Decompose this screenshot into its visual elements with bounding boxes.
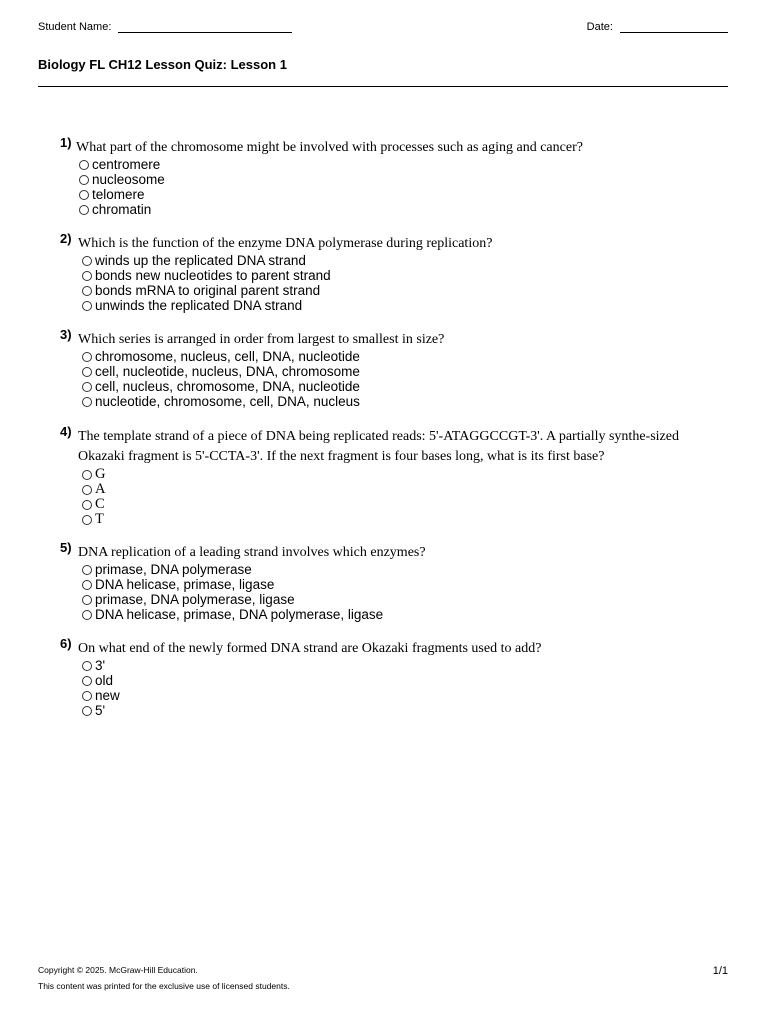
question-6 xyxy=(60,636,728,718)
question-number: 5) xyxy=(60,540,72,555)
option-label: cell, nucleus, chromosome, DNA, nucleotide xyxy=(95,379,360,394)
answer-option[interactable] xyxy=(79,157,728,172)
answer-option[interactable] xyxy=(82,497,728,512)
answer-option[interactable] xyxy=(79,202,728,217)
page-number: 1/1 xyxy=(712,965,728,977)
question-4 xyxy=(60,424,728,527)
radio-button-icon[interactable] xyxy=(82,286,92,296)
answer-option[interactable] xyxy=(82,268,728,283)
option-label: unwinds the replicated DNA strand xyxy=(95,298,303,313)
radio-button-icon[interactable] xyxy=(79,175,89,185)
radio-button-icon[interactable] xyxy=(82,610,92,620)
radio-button-icon[interactable] xyxy=(79,205,89,215)
answer-option[interactable] xyxy=(82,283,728,298)
options-list xyxy=(82,658,728,718)
answer-option[interactable] xyxy=(82,658,728,673)
question-2 xyxy=(60,231,728,313)
answer-option[interactable] xyxy=(82,482,728,497)
option-label: cell, nucleotide, nucleus, DNA, chromosome xyxy=(95,364,360,379)
option-label: C xyxy=(95,496,105,512)
radio-button-icon[interactable] xyxy=(82,470,92,480)
radio-button-icon[interactable] xyxy=(82,271,92,281)
date-label: Date: xyxy=(586,21,613,33)
answer-option[interactable] xyxy=(82,703,728,718)
header-divider xyxy=(38,86,728,87)
option-label: chromatin xyxy=(92,202,152,217)
answer-option[interactable] xyxy=(79,172,728,187)
option-label: winds up the replicated DNA strand xyxy=(95,253,306,268)
question-text: DNA replication of a leading strand involves which enzymes? xyxy=(78,545,426,560)
radio-button-icon[interactable] xyxy=(82,256,92,266)
radio-button-icon[interactable] xyxy=(82,367,92,377)
question-5 xyxy=(60,540,728,622)
answer-option[interactable] xyxy=(82,379,728,394)
radio-button-icon[interactable] xyxy=(79,160,89,170)
option-label: bonds new nucleotides to parent strand xyxy=(95,268,331,283)
answer-option[interactable] xyxy=(82,607,728,622)
radio-button-icon[interactable] xyxy=(82,565,92,575)
radio-button-icon[interactable] xyxy=(82,485,92,495)
option-label: primase, DNA polymerase, ligase xyxy=(95,592,295,607)
answer-option[interactable] xyxy=(82,592,728,607)
option-label: G xyxy=(95,466,106,482)
answer-option[interactable] xyxy=(82,688,728,703)
options-list xyxy=(82,562,728,622)
option-label: DNA helicase, primase, DNA polymerase, ligase xyxy=(95,607,384,622)
question-number: 3) xyxy=(60,327,72,342)
option-label: new xyxy=(95,688,120,703)
date-field[interactable] xyxy=(587,21,728,33)
option-label: primase, DNA polymerase xyxy=(95,562,252,577)
answer-option[interactable] xyxy=(82,253,728,268)
answer-option[interactable] xyxy=(82,562,728,577)
radio-button-icon[interactable] xyxy=(82,706,92,716)
license-notice: This content was printed for the exclusive use of licensed students. xyxy=(38,981,290,991)
answer-option[interactable] xyxy=(79,187,728,202)
option-label: old xyxy=(95,673,114,688)
question-text: On what end of the newly formed DNA strand are Okazaki fragments used to add? xyxy=(78,641,542,656)
answer-option[interactable] xyxy=(82,673,728,688)
question-number: 4) xyxy=(60,424,72,439)
radio-button-icon[interactable] xyxy=(82,595,92,605)
answer-option[interactable] xyxy=(82,364,728,379)
options-list xyxy=(82,467,728,527)
radio-button-icon[interactable] xyxy=(82,397,92,407)
options-list xyxy=(82,349,728,409)
answer-option[interactable] xyxy=(82,394,728,409)
options-list xyxy=(79,157,728,217)
student-name-blank[interactable] xyxy=(118,31,292,33)
question-number: 1) xyxy=(60,135,72,150)
option-label: 3' xyxy=(95,658,106,673)
option-label: telomere xyxy=(92,187,145,202)
radio-button-icon[interactable] xyxy=(82,661,92,671)
question-1 xyxy=(60,135,728,217)
student-name-label: Student Name: xyxy=(38,21,112,33)
copyright-notice: Copyright © 2025. McGraw-Hill Education. xyxy=(38,965,198,975)
question-3 xyxy=(60,327,728,409)
radio-button-icon[interactable] xyxy=(82,515,92,525)
question-text: What part of the chromosome might be involved with processes such as aging and cancer? xyxy=(76,140,583,155)
question-number: 2) xyxy=(60,231,72,246)
radio-button-icon[interactable] xyxy=(82,382,92,392)
student-name-field[interactable] xyxy=(38,21,292,33)
radio-button-icon[interactable] xyxy=(82,352,92,362)
answer-option[interactable] xyxy=(82,512,728,527)
answer-option[interactable] xyxy=(82,467,728,482)
radio-button-icon[interactable] xyxy=(82,691,92,701)
option-label: nucleotide, chromosome, cell, DNA, nucleus xyxy=(95,394,360,409)
radio-button-icon[interactable] xyxy=(79,190,89,200)
radio-button-icon[interactable] xyxy=(82,500,92,510)
question-number: 6) xyxy=(60,636,72,651)
option-label: 5' xyxy=(95,703,106,718)
option-label: nucleosome xyxy=(92,172,165,187)
header-fields xyxy=(38,21,728,39)
option-label: T xyxy=(95,511,104,527)
answer-option[interactable] xyxy=(82,577,728,592)
answer-option[interactable] xyxy=(82,298,728,313)
question-text: Which series is arranged in order from largest to smallest in size? xyxy=(78,332,445,347)
option-label: bonds mRNA to original parent strand xyxy=(95,283,321,298)
option-label: chromosome, nucleus, cell, DNA, nucleotide xyxy=(95,349,360,364)
date-blank[interactable] xyxy=(620,31,728,33)
question-text: Which is the function of the enzyme DNA polymerase during replication? xyxy=(78,236,493,251)
radio-button-icon[interactable] xyxy=(82,580,92,590)
question-text: The template strand of a piece of DNA being replicated reads: 5'-ATAGGCCGT-3'. A partially synthe-sized Okazaki fragment is 5'-CCTA-3'. If the next fragment is four bases long, what is its first base? xyxy=(78,429,679,464)
option-label: centromere xyxy=(92,157,161,172)
radio-button-icon[interactable] xyxy=(82,301,92,311)
answer-option[interactable] xyxy=(82,349,728,364)
option-label: A xyxy=(95,481,106,497)
quiz-title: Biology FL CH12 Lesson Quiz: Lesson 1 xyxy=(38,57,287,72)
option-label: DNA helicase, primase, ligase xyxy=(95,577,275,592)
options-list xyxy=(82,253,728,313)
radio-button-icon[interactable] xyxy=(82,676,92,686)
